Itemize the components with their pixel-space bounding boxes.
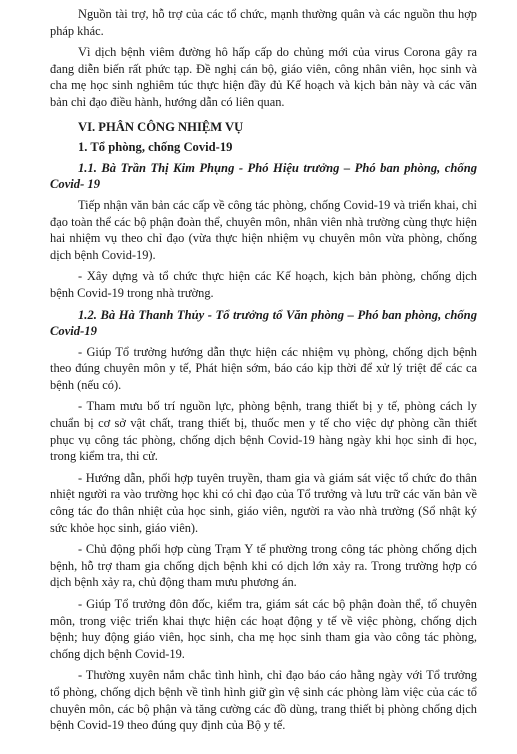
section-title: VI. PHÂN CÔNG NHIỆM VỤ <box>78 119 244 134</box>
item-1-1-heading: 1.1. Bà Trần Thị Kim Phụng - Phó Hiệu trưởng – Phó ban phòng, chống Covid- 19 <box>50 160 477 192</box>
item-1-1-paragraph: Tiếp nhận văn bản các cấp về công tác phòng, chống Covid-19 và triển khai, chỉ đạo toàn thể các bộ phận đoàn thể, chuyên môn, nhân viên nhà trường cùng thực hiện hai nhiệm vụ theo chỉ đạo (vừa thực hiện nhiệm vụ chuyên môn vừa phòng, chống dịch bệnh Covid-19). <box>50 197 477 262</box>
item-1-2-paragraph: - Thường xuyên nắm chắc tình hình, chỉ đạo báo cáo hằng ngày với Tổ trưởng tổ phòng, chống dịch bệnh về tình hình giữ gìn vệ sinh các phòng làm việc của các tổ chuyên môn, các bộ phận và tăng cường các đồ dùng, trang thiết bị phòng chống dịch bệnh Covid-19 theo đúng quy định của Bộ y tế. <box>50 668 477 733</box>
item-1-1-paragraph: - Xây dựng và tổ chức thực hiện các Kế hoạch, kịch bản phòng, chống dịch bệnh Covid-19 trong nhà trường. <box>50 269 477 300</box>
item-1-2-paragraph: - Chủ động phối hợp cùng Trạm Y tế phường trong công tác phòng chống dịch bệnh, hỗ trợ tham gia chống dịch bệnh khi có dịch lớn xảy ra. Trong trường hợp có dịch bệnh xảy ra, chủ động tham mưu phương án. <box>50 542 477 590</box>
item-1-2-heading: 1.2. Bà Hà Thanh Thủy - Tổ trưởng tổ Văn phòng – Phó ban phòng, chống Covid-19 <box>50 307 477 339</box>
item-1-2-paragraph: - Giúp Tổ trưởng đôn đốc, kiểm tra, giám sát các bộ phận đoàn thể, tổ chuyên môn, trong việc triển khai thực hiện các hoạt động y tế về việc phòng, chống dịch bệnh; huy động giáo viên, học sinh, cha mẹ học sinh tham gia vào công tác phòng, chống dịch bệnh Covid-19. <box>50 597 477 661</box>
paragraph-epidemic-note: Vì dịch bệnh viêm đường hô hấp cấp do chủng mới của virus Corona gây ra đang diễn biến rất phức tạp. Đề nghị cán bộ, giáo viên, công nhân viên, học sinh và cha mẹ học sinh nghiêm túc thực hiện đầy đủ Kế hoạch và kịch bản này và các văn bản chỉ đạo điều hành, hướng dẫn có liên quan. <box>50 45 477 109</box>
paragraph-funding: Nguồn tài trợ, hỗ trợ của các tổ chức, mạnh thường quân và các nguồn thu hợp pháp khác. <box>50 7 477 38</box>
item-1-2-paragraph: - Hướng dẫn, phối hợp tuyên truyền, tham gia và giám sát việc tổ chức đo thân nhiệt người ra vào trường học khi có chỉ đạo của Tổ trưởng và lưu trữ các văn bản về công tác đo thân nhiệt của học sinh, giáo viên, người ra vào nhà trường (Sổ nhật ký sức khỏe học sinh, giáo viên). <box>50 470 477 535</box>
item-1-2-paragraph: - Giúp Tổ trưởng hướng dẫn thực hiện các nhiệm vụ phòng, chống dịch bệnh theo đúng chuyên môn y tế, Phát hiện sớm, báo cáo kịp thời để xử lý triệt để các ca bệnh (nếu có). <box>50 344 477 392</box>
item-1-2-paragraph: - Tham mưu bố trí nguồn lực, phòng bệnh, trang thiết bị y tế, phòng cách ly chuẩn bị cơ sở vật chất, trang thiết bị, thuốc men y tế cho việc dự phòng cần thiết phục vụ công tác phòng, chống dịch bệnh Covid-19 hàng ngày khi học sinh đi học, trong kiểm tra, thi cử. <box>50 399 477 464</box>
subsection-title: 1. Tổ phòng, chống Covid-19 <box>78 140 233 155</box>
